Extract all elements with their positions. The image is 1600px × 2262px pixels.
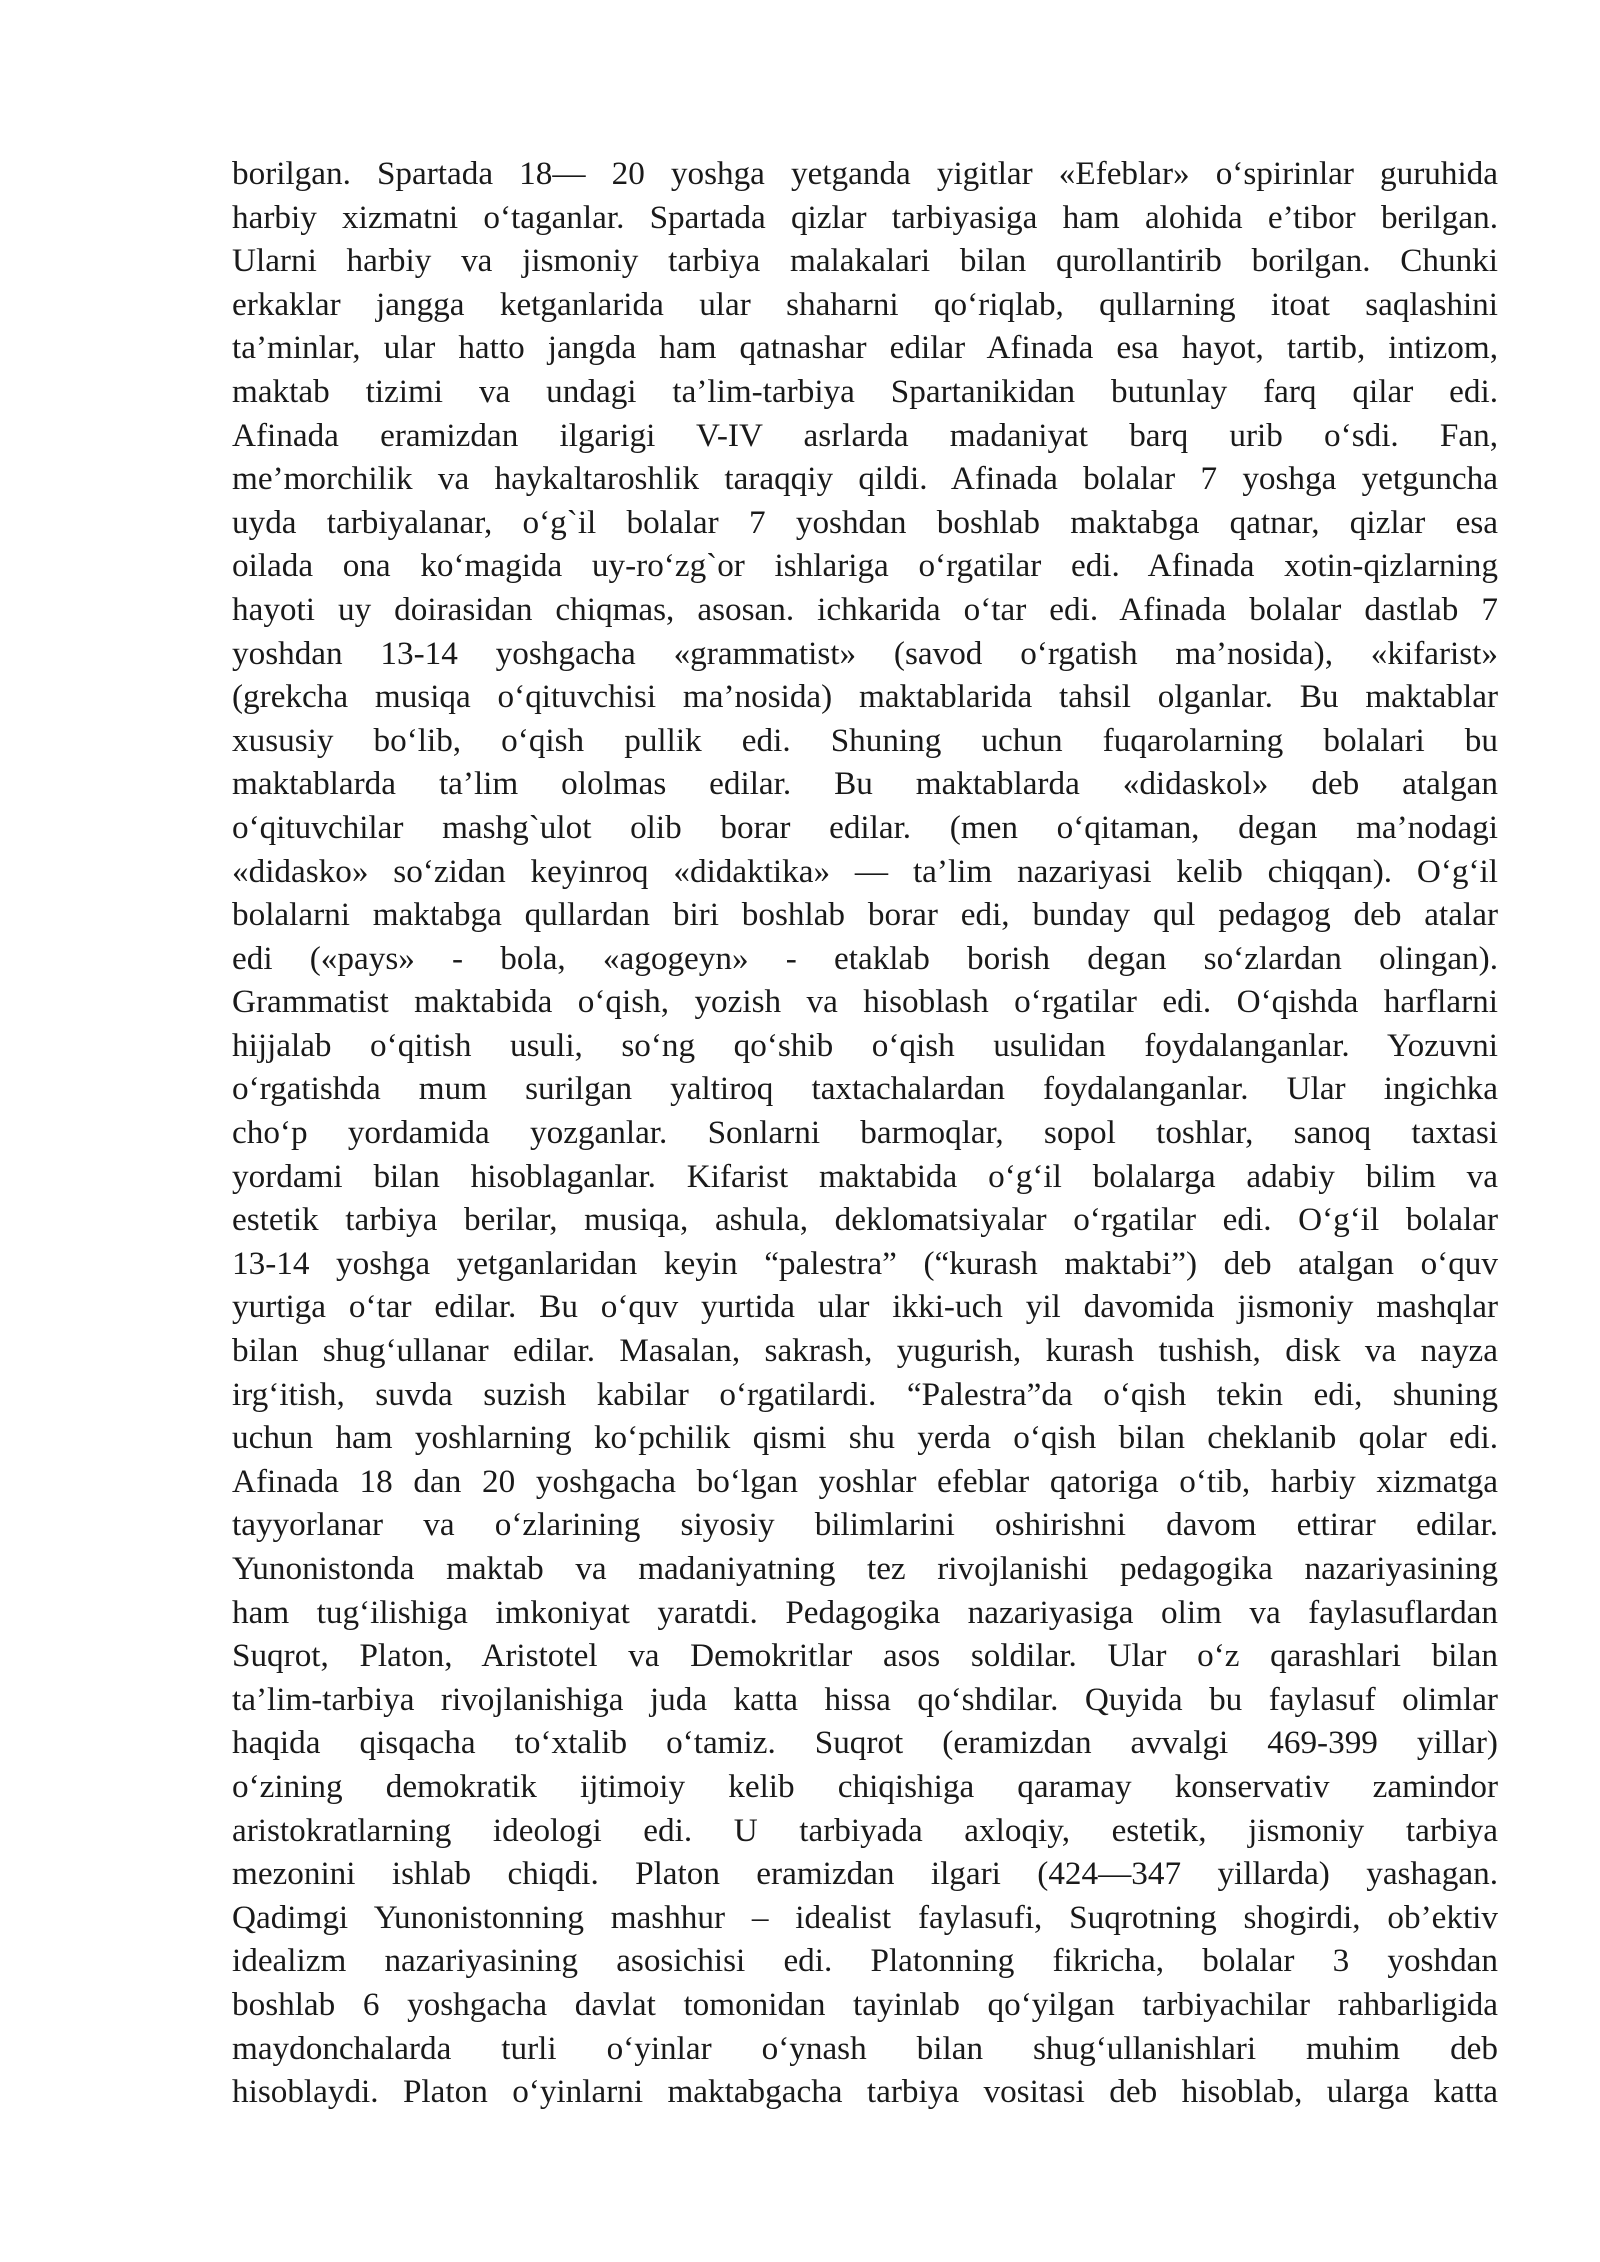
text-line: mezonini ishlab chiqdi. Platon eramizdan ilgari (424—347 yillarda) yashagan. [232, 1855, 1498, 1893]
text-line: Suqrot, Platon, Aristotel va Demokritlar asos soldilar. Ular o‘z qarashlari bilan [232, 1637, 1498, 1675]
text-line: bolalarni maktabga qullardan biri boshlab borar edi, bunday qul pedagog deb atalar [232, 896, 1498, 934]
text-line: hijjalab o‘qitish usuli, so‘ng qo‘shib o‘qish usulidan foydalanganlar. Yozuvni [232, 1026, 1498, 1064]
text-line: o‘zining demokratik ijtimoiy kelib chiqishiga qaramay konservativ zamindor [232, 1767, 1498, 1805]
text-line: Afinada 18 dan 20 yoshgacha bo‘lgan yoshlar efeblar qatoriga o‘tib, harbiy xizmatga [232, 1462, 1498, 1500]
text-line: idealizm nazariyasining asosichisi edi. Platonning fikricha, bolalar 3 yoshdan [232, 1942, 1498, 1980]
text-line: ta’minlar, ular hatto jangda ham qatnashar edilar Afinada esa hayot, tartib, intizom, [232, 329, 1498, 367]
text-line: yurtiga o‘tar edilar. Bu o‘quv yurtida ular ikki-uch yil davomida jismoniy mashqlar [232, 1288, 1498, 1326]
text-line: yordami bilan hisoblaganlar. Kifarist maktabida o‘g‘il bolalarga adabiy bilim va [232, 1157, 1498, 1195]
text-line: edi («pays» - bola, «agogeyn» - etaklab borish degan so‘zlardan olingan). [232, 939, 1498, 977]
text-line: Qadimgi Yunonistonning mashhur – idealist faylasufi, Suqrotning shogirdi, ob’ektiv [232, 1898, 1498, 1936]
text-line: hayoti uy doirasidan chiqmas, asosan. ichkarida o‘tar edi. Afinada bolalar dastlab 7 [232, 590, 1498, 628]
text-line: boshlab 6 yoshgacha davlat tomonidan tayinlab qo‘yilgan tarbiyachilar rahbarligida [232, 1985, 1498, 2023]
text-line: 13-14 yoshga yetganlaridan keyin “palestra” (“kurash maktabi”) deb atalgan o‘quv [232, 1244, 1498, 1282]
text-line: «didasko» so‘zidan keyinroq «didaktika» — ta’lim nazariyasi kelib chiqqan). O‘g‘il [232, 852, 1498, 890]
body-text [232, 152, 1498, 2114]
text-line: o‘rgatishda mum surilgan yaltiroq taxtachalardan foydalanganlar. Ular ingichka [232, 1070, 1498, 1108]
text-line: erkaklar jangga ketganlarida ular shaharni qo‘riqlab, qullarning itoat saqlashini [232, 285, 1498, 323]
text-line: ta’lim-tarbiya rivojlanishiga juda katta hissa qo‘shdilar. Quyida bu faylasuf olimlar [232, 1680, 1498, 1718]
text-line: maydonchalarda turli o‘yinlar o‘ynash bilan shug‘ullanishlari muhim deb [232, 2029, 1498, 2067]
text-line: tayyorlanar va o‘zlarining siyosiy bilimlarini oshirishni davom ettirar edilar. [232, 1506, 1498, 1544]
text-line: haqida qisqacha to‘xtalib o‘tamiz. Suqrot (eramizdan avvalgi 469-399 yillar) [232, 1724, 1498, 1762]
text-line: Grammatist maktabida o‘qish, yozish va hisoblash o‘rgatilar edi. O‘qishda harflarni [232, 983, 1498, 1021]
text-line: maktab tizimi va undagi ta’lim-tarbiya Spartanikidan butunlay farq qilar edi. [232, 372, 1498, 410]
text-line: me’morchilik va haykaltaroshlik taraqqiy qildi. Afinada bolalar 7 yoshga yetguncha [232, 460, 1498, 498]
text-line: maktablarda ta’lim ololmas edilar. Bu maktablarda «didaskol» deb atalgan [232, 765, 1498, 803]
text-line: yoshdan 13-14 yoshgacha «grammatist» (savod o‘rgatish ma’nosida), «kifarist» [232, 634, 1498, 672]
text-line: oilada ona ko‘magida uy-ro‘zg`or ishlariga o‘rgatilar edi. Afinada xotin-qizlarning [232, 547, 1498, 585]
text-line: xususiy bo‘lib, o‘qish pullik edi. Shuning uchun fuqarolarning bolalari bu [232, 721, 1498, 759]
text-line: aristokratlarning ideologi edi. U tarbiyada axloqiy, estetik, jismoniy tarbiya [232, 1811, 1498, 1849]
text-line: bilan shug‘ullanar edilar. Masalan, sakrash, yugurish, kurash tushish, disk va nayza [232, 1332, 1498, 1370]
text-line: Yunonistonda maktab va madaniyatning tez rivojlanishi pedagogika nazariyasining [232, 1550, 1498, 1587]
text-line: estetik tarbiya berilar, musiqa, ashula, deklomatsiyalar o‘rgatilar edi. O‘g‘il bolalar [232, 1201, 1498, 1239]
text-line: irg‘itish, suvda suzish kabilar o‘rgatilardi. “Palestra”da o‘qish tekin edi, shuning [232, 1375, 1498, 1413]
text-line: borilgan. Spartada 18— 20 yoshga yetganda yigitlar «Efeblar» o‘spirinlar guruhida [232, 155, 1498, 192]
text-line: Ularni harbiy va jismoniy tarbiya malakalari bilan qurollantirib borilgan. Chunki [232, 242, 1498, 280]
text-line: (grekcha musiqa o‘qituvchisi ma’nosida) maktablarida tahsil olganlar. Bu maktablar [232, 678, 1498, 716]
text-line: hisoblaydi. Platon o‘yinlarni maktabgacha tarbiya vositasi deb hisoblab, ularga katta [232, 2073, 1498, 2111]
text-line: uchun ham yoshlarning ko‘pchilik qismi shu yerda o‘qish bilan cheklanib qolar edi. [232, 1419, 1498, 1457]
text-line: cho‘p yordamida yozganlar. Sonlarni barmoqlar, sopol toshlar, sanoq taxtasi [232, 1114, 1498, 1152]
text-line: o‘qituvchilar mashg`ulot olib borar edilar. (men o‘qitaman, degan ma’nodagi [232, 808, 1498, 846]
text-line: uyda tarbiyalanar, o‘g`il bolalar 7 yoshdan boshlab maktabga qatnar, qizlar esa [232, 503, 1498, 541]
text-line: ham tug‘ilishiga imkoniyat yaratdi. Pedagogika nazariyasiga olim va faylasuflardan [232, 1593, 1498, 1631]
text-line: harbiy xizmatni o‘taganlar. Spartada qizlar tarbiyasiga ham alohida e’tibor berilgan. [232, 198, 1498, 236]
text-line: Afinada eramizdan ilgarigi V-IV asrlarda madaniyat barq urib o‘sdi. Fan, [232, 416, 1498, 454]
